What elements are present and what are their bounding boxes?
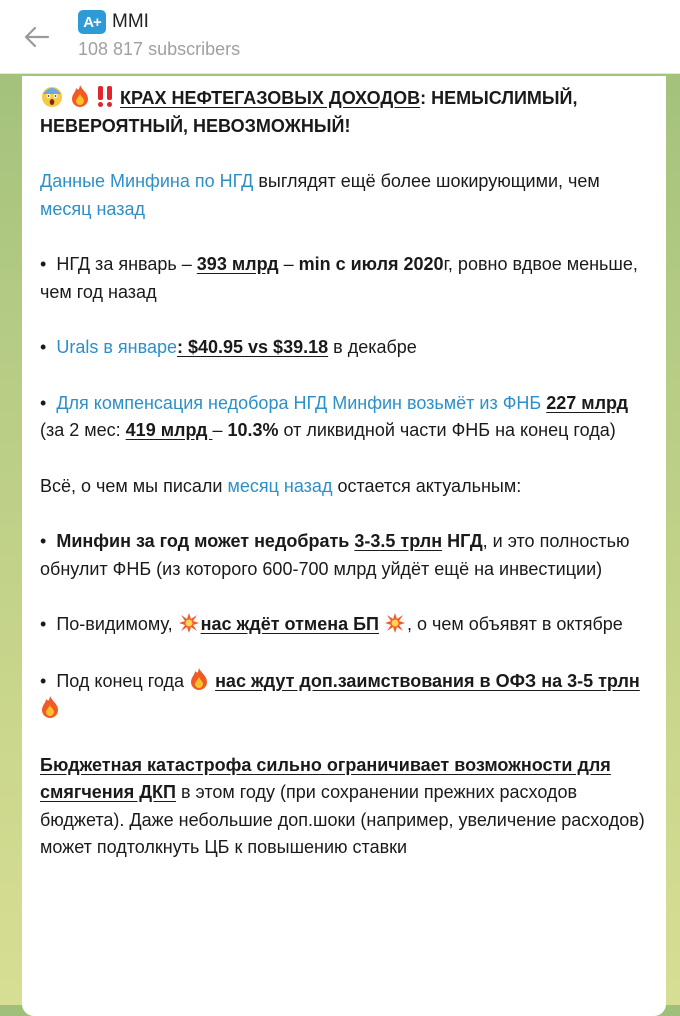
subscriber-count: 108 817 subscribers xyxy=(78,39,241,59)
screaming-face-icon xyxy=(40,84,64,108)
paragraph-still-relevant: Всё, о чем мы писали месяц назад остается актуальным: xyxy=(40,475,522,496)
paragraph-intro: Данные Минфина по НГД выглядят ещё более шокирующими, чем месяц назад xyxy=(40,171,600,219)
month-ago-link[interactable]: месяц назад xyxy=(40,198,145,219)
fire-icon xyxy=(40,695,60,719)
channel-logo: A+ xyxy=(78,10,106,34)
urals-value: : $40.95 vs $39.18 xyxy=(176,337,329,357)
channel-header xyxy=(0,0,680,74)
minfin-data-link[interactable]: Данные Минфина по НГД xyxy=(40,171,254,191)
month-ago-link-2[interactable]: месяц назад xyxy=(227,475,333,496)
ofz-borrowing: нас ждут доп.заимствования в ОФЗ на 3-5 трлн xyxy=(215,670,640,691)
back-button[interactable] xyxy=(18,18,56,56)
bullet-budget-rule: • По-видимому, нас ждёт отмена БП , о чем объявят в октябре xyxy=(40,614,623,634)
paragraph-budget-catastrophe: Бюджетная катастрофа сильно ограничивает возможности для смягчения ДКП в этом году (при сохранении прежних расходов бюджета). Даже небольшие доп.шоки (например, увеличение расходов) может подтолкнуть ЦБ к повышению ставки xyxy=(40,754,645,857)
bullet-ofz-borrowing: • Под конец года нас ждут доп.заимствования в ОФЗ на 3-5 трлн xyxy=(40,667,656,724)
headline-main: КРАХ НЕФТЕГАЗОВЫХ ДОХОДОВ xyxy=(120,88,421,108)
bullet-minfin-shortfall: • Минфин за год может недобрать 3-3.5 трлн НГД, и это полностью обнулит ФНБ (из которого 600-700 млрд уйдёт ещё на инвестиции) xyxy=(40,531,630,579)
bullet-urals: • Urals в январе: $40.95 vs $39.18 в декабре xyxy=(40,337,417,357)
fire-icon xyxy=(70,84,90,108)
channel-name-row[interactable] xyxy=(78,8,149,36)
fire-icon xyxy=(189,667,209,691)
budget-rule-cancel: нас ждёт отмена БП xyxy=(200,614,379,634)
headline-rest: : НЕМЫСЛИМЫЙ, НЕВЕРОЯТНЫЙ, НЕВОЗМОЖНЫЙ! xyxy=(40,88,578,136)
post-headline xyxy=(40,84,656,140)
double-exclamation-icon xyxy=(96,84,114,108)
bullet-fnb: • Для компенсация недобора НГД Минфин возьмёт из ФНБ 227 млрд (за 2 мес: 419 млрд – 10.3% от ликвидной части ФНБ на конец года) xyxy=(40,392,629,440)
ngd-january-value: 393 млрд xyxy=(196,254,279,274)
channel-title: MMI xyxy=(112,11,149,32)
collision-icon xyxy=(178,612,200,634)
bullet-ngd-january: • НГД за январь – 393 млрд – min с июля 2020г, ровно вдвое меньше, чем год назад xyxy=(40,254,638,302)
collision-icon xyxy=(384,612,406,634)
channel-post xyxy=(22,76,666,1016)
fnb-compensation-link[interactable]: Для компенсация недобора НГД Минфин возьмёт из ФНБ xyxy=(56,392,542,413)
urals-link[interactable]: Urals в январе xyxy=(56,337,177,357)
arrow-left-icon xyxy=(24,26,50,48)
